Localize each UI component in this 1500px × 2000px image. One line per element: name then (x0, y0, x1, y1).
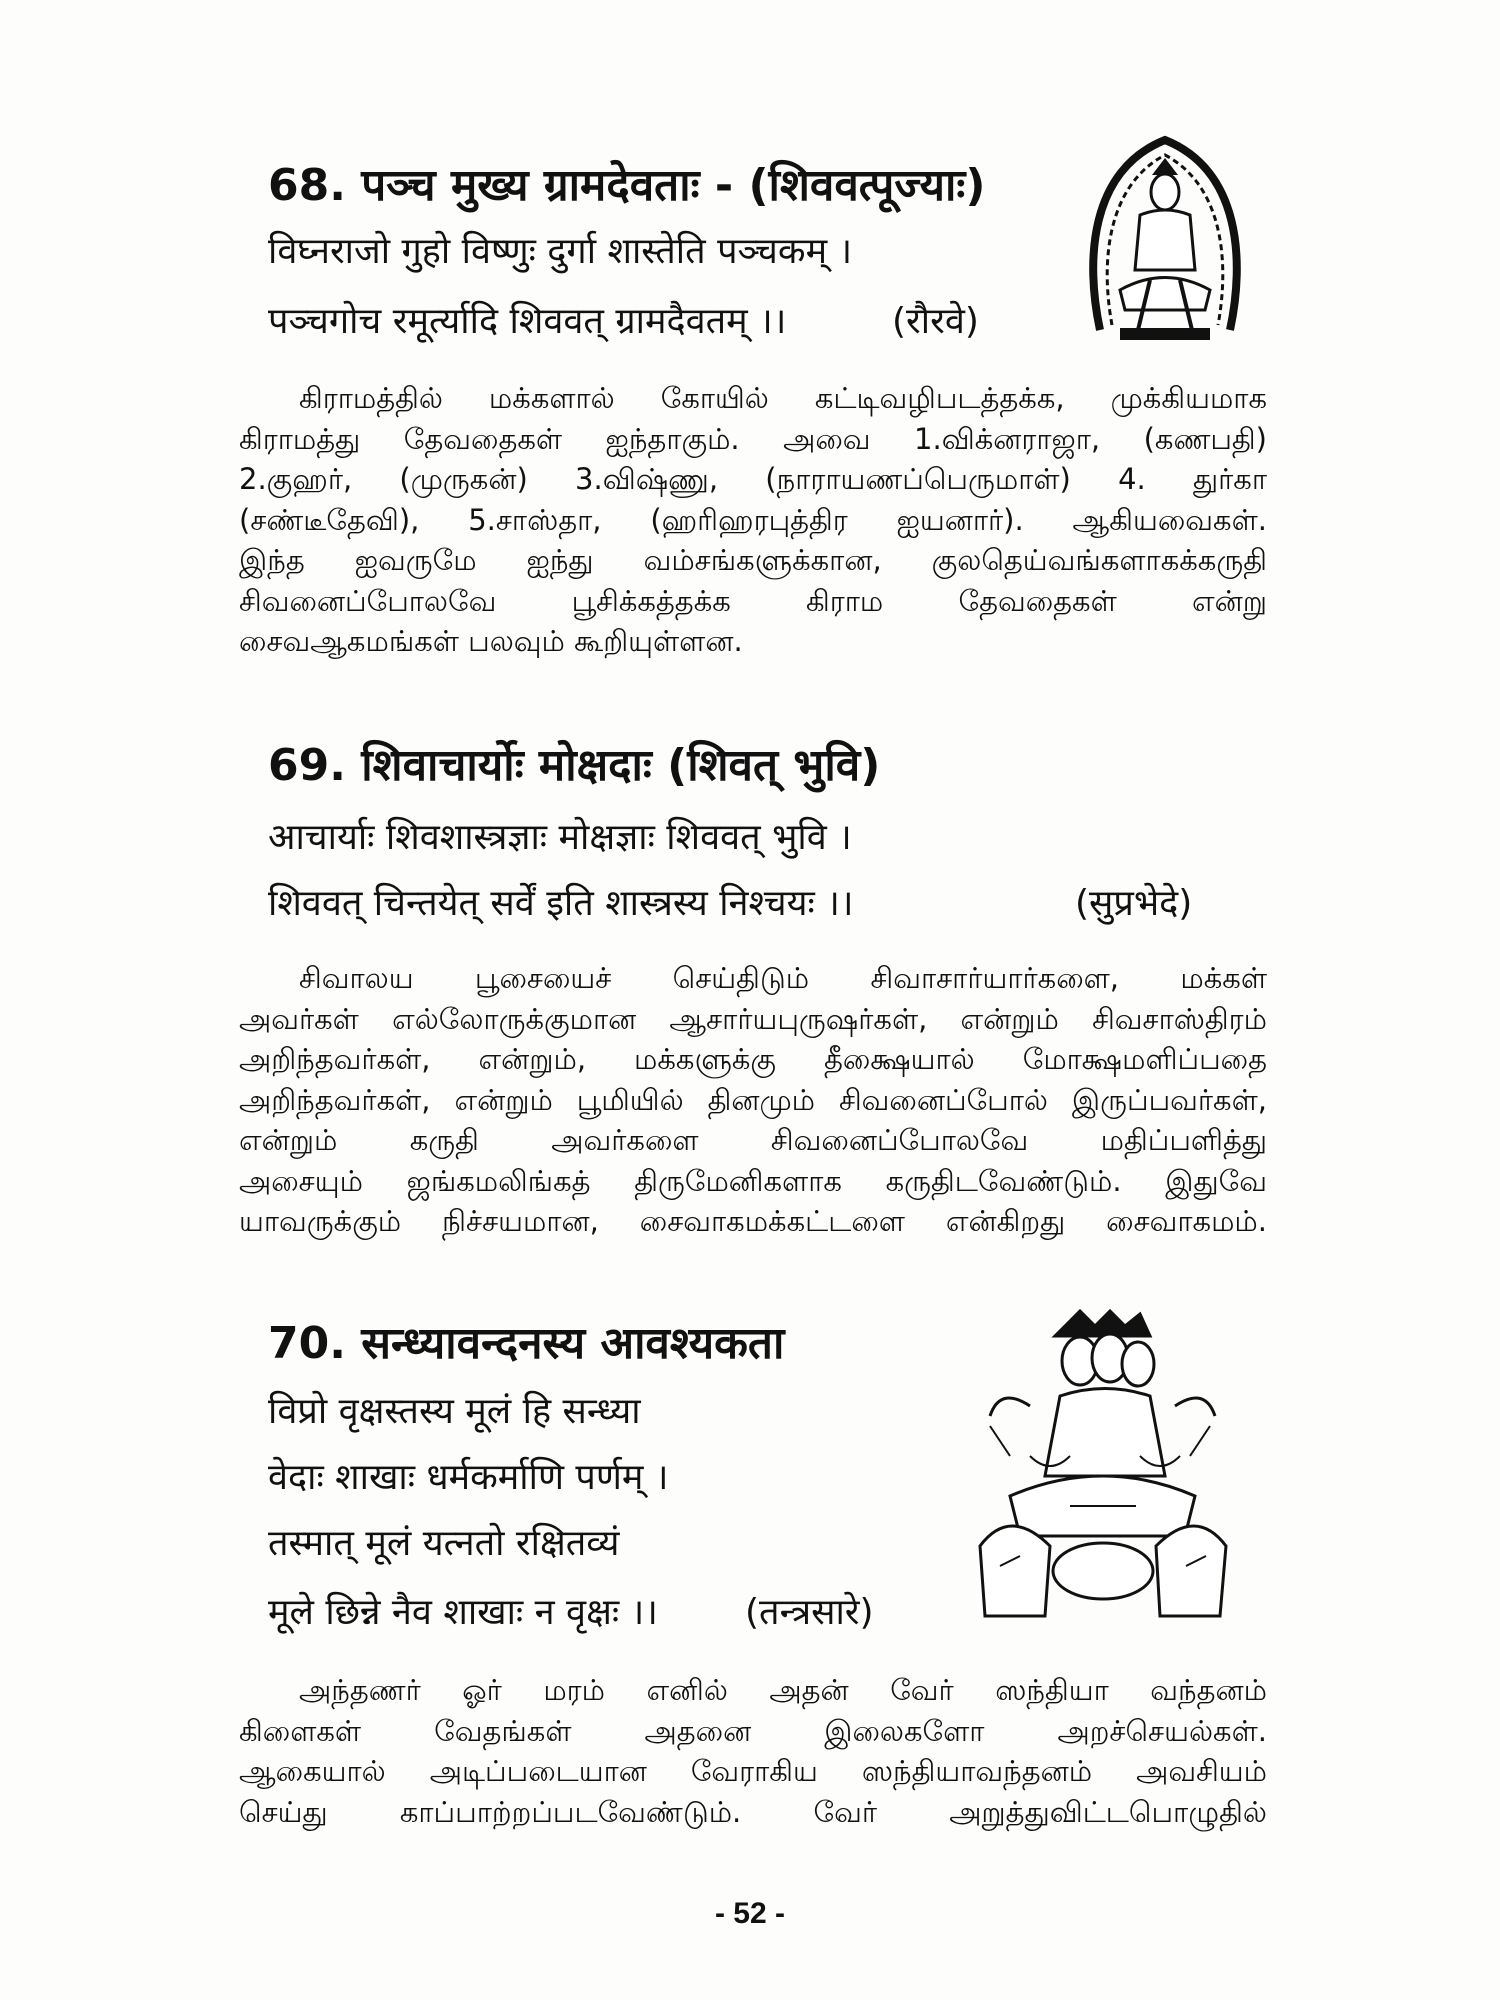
paragraph-line: (சண்டீதேவி), 5.சாஸ்தா, (ஹரிஹரபுத்திர ஐயனார்). ஆகியவைகள். (239, 502, 1267, 537)
section-70-verse-3: तस्मात् मूलं यत्नतो रक्षितव्यं (268, 1523, 620, 1564)
deity-illustration-ayyappa (1080, 130, 1250, 345)
section-69-verse-1: आचार्याः शिवशास्त्रज्ञाः मोक्षज्ञाः शिववत् भुवि । (268, 817, 852, 858)
section-69-paragraph (239, 958, 1267, 1242)
section-70-paragraph (239, 1670, 1267, 1832)
section-68-heading: 68. पञ्च मुख्य ग्रामदेवताः - (शिववत्पूज्याः) (268, 160, 986, 211)
paragraph-line: 2.குஹர், (முருகன்) 3.விஷ்ணு, (நாராயணப்பெருமாள்) 4. துர்கா (239, 462, 1267, 496)
paragraph-line: அவர்கள் எல்லோருக்குமான ஆசார்யபுருஷர்கள், என்றும் சிவசாஸ்திரம் (239, 1001, 1267, 1036)
paragraph-line: கிராமத்து தேவதைகள் ஐந்தாகும். அவை 1.விக்னராஜா, (கணபதி) (239, 421, 1267, 456)
paragraph-line: கிளைகள் வேதங்கள் அதனை இலைகளோ அறச்செயல்கள். (239, 1713, 1267, 1748)
paragraph-line: அறிந்தவர்கள், என்றும் பூமியில் தினமும் சிவனைப்போல் இருப்பவர்கள், (239, 1082, 1267, 1117)
section-69-heading: 69. शिवाचार्योः मोक्षदाः (शिवत् भुवि) (268, 740, 881, 791)
paragraph-line: அசையும் ஜங்கமலிங்கத் திருமேனிகளாக கருதிடவேண்டும். இதுவே (239, 1163, 1267, 1198)
section-70-verse-4: मूले छिन्ने नैव शाखाः न वृक्षः ।। (268, 1592, 658, 1633)
section-69-verse-2: शिववत् चिन्तयेत् सर्वें इति शास्त्रस्य निश्चयः ।। (268, 883, 854, 924)
paragraph-line: என்றும் கருதி அவர்களை சிவனைப்போலவே மதிப்பளித்து (239, 1123, 1267, 1157)
section-68-verse-2: पञ्चगोच रमूर्त्यादि शिववत् ग्रामदैवतम् ।। (268, 301, 787, 342)
section-68-source: (रौरवे) (892, 301, 979, 342)
section-68-verse-1: विघ्नराजो गुहो विष्णुः दुर्गा शास्तेति पञ्चकम् । (268, 231, 853, 272)
paragraph-line: சிவாலய பூசையைச் செய்திடும் சிவாசார்யார்களை, மக்கள் (299, 961, 1267, 995)
paragraph-line: சைவஆகமங்கள் பலவும் கூறியுள்ளன. (239, 624, 743, 658)
section-68-paragraph (239, 378, 1267, 662)
paragraph-line: அறிந்தவர்கள், என்றும், மக்களுக்கு தீக்ஷையால் மோக்ஷமளிப்பதை (239, 1042, 1267, 1076)
paragraph-line: சிவனைப்போலவே பூசிக்கத்தக்க கிராம தேவதைகள் என்று (239, 583, 1267, 618)
paragraph-line: அந்தணர் ஓர் மரம் எனில் அதன் வேர் ஸந்தியா வந்தனம் (299, 1673, 1267, 1707)
section-70-verse-2: वेदाः शाखाः धर्मकर्माणि पर्णम् । (268, 1457, 669, 1498)
deity-illustration-brahma (970, 1306, 1236, 1636)
paragraph-line: செய்து காப்பாற்றப்படவேண்டும். வேர் அறுத்துவிட்டபொழுதில் (239, 1794, 1267, 1829)
section-70-heading: 70. सन्ध्यावन्दनस्य आवश्यकता (268, 1318, 785, 1369)
paragraph-line: ஆகையால் அடிப்படையான வேராகிய ஸந்தியாவந்தனம் அவசியம் (239, 1754, 1267, 1788)
section-69-source: (सुप्रभेदे) (1075, 883, 1193, 924)
paragraph-line: யாவருக்கும் நிச்சயமான, சைவாகமக்கட்டளை என்கிறது சைவாகமம். (239, 1204, 1267, 1238)
paragraph-line: இந்த ஐவருமே ஐந்து வம்சங்களுக்கான, குலதெய்வங்களாகக்கருதி (239, 543, 1267, 577)
page-number: - 52 - (714, 1897, 786, 1930)
section-70-verse-1: विप्रो वृक्षस्तस्य मूलं हि सन्ध्या (268, 1391, 641, 1432)
section-70-source: (तन्त्रसारे) (745, 1592, 874, 1633)
paragraph-line: கிராமத்தில் மக்களால் கோயில் கட்டிவழிபடத்தக்க, முக்கியமாக (299, 381, 1267, 415)
